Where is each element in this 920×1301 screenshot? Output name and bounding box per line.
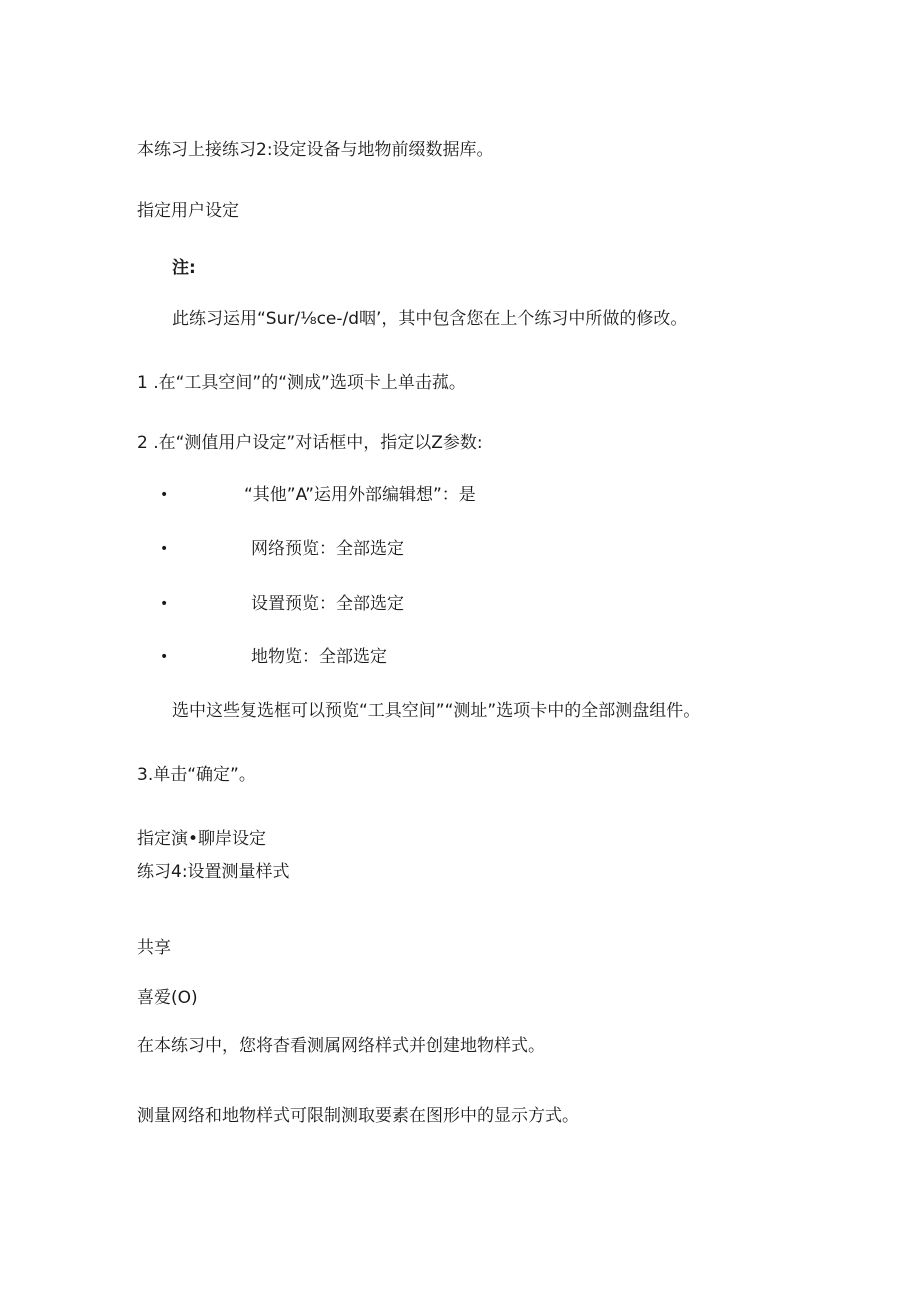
section-heading-specify: 指定演•聊岸设定 (137, 829, 267, 849)
exercise-title: 练习4:设置测量样式 (137, 862, 290, 882)
paragraph-styles-description: 测量网络和地物样式可限制测取要素在图形中的显示方式。 (137, 1106, 579, 1126)
bullet-marker: • (160, 487, 169, 503)
bullet-item-feature-preview: 地物览：全部选定 (251, 647, 387, 667)
likes-link[interactable]: 喜爱(O) (137, 988, 198, 1008)
step-1: 1 .在“工具空间”的“测成”选项卡上单击菰。 (137, 373, 466, 393)
bullet-item-other: “其他”A”运用外部编辑想”：是 (244, 485, 476, 505)
paragraph-exercise-intro: 在本练习中，您将杳看测属网络样式并创建地物样式。 (137, 1036, 545, 1056)
share-link[interactable]: 共享 (137, 938, 171, 958)
step-3: 3.单击“确定”。 (137, 765, 256, 785)
bullet-item-setting-preview: 设置预览：全部选定 (251, 594, 404, 614)
step-2: 2 .在“测值用户设定”对话框中，指定以Z参数: (137, 433, 483, 453)
intro-text: 本练习上接练习2:设定设备与地物前缀数据库。 (137, 140, 494, 160)
bullet-marker: • (160, 596, 169, 612)
checkbox-note: 选中这些复选框可以预览“工具空间”“测址”选项卡中的全部测盘组件。 (172, 701, 701, 721)
note-label: 注: (172, 258, 196, 278)
section-heading-user-settings: 指定用户设定 (137, 201, 239, 221)
bullet-item-network-preview: 网络预览：全部选定 (251, 539, 404, 559)
bullet-marker: • (160, 649, 169, 665)
bullet-marker: • (160, 541, 169, 557)
note-text: 此练习运用“Sur∕⅛ce-∕d咽’，其中包含您在上个练习中所做的修改。 (172, 309, 688, 329)
